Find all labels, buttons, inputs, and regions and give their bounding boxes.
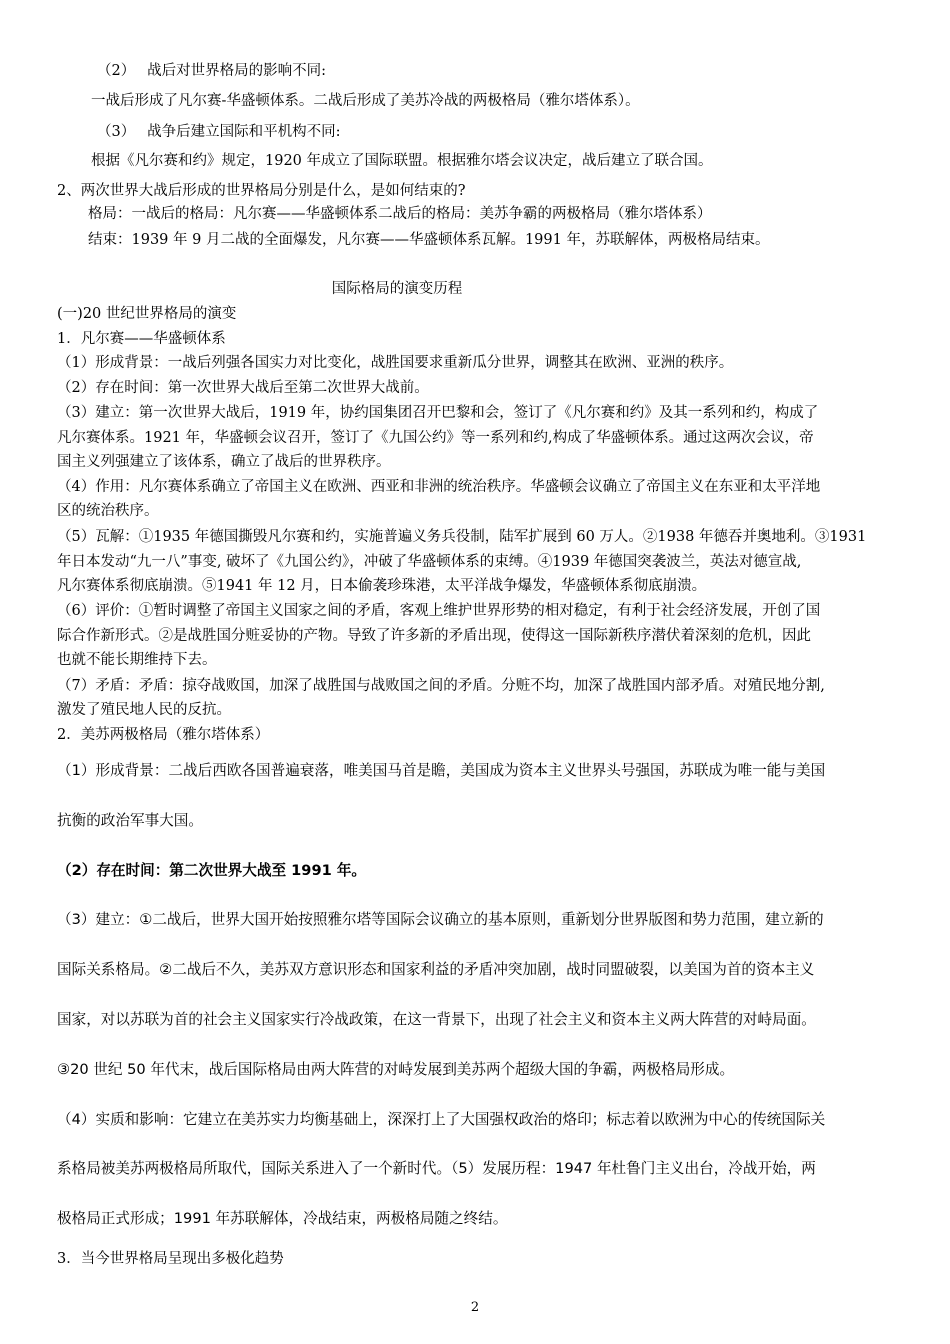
text-line: 也就不能长期维持下去。 [57,652,217,668]
text-line: 极格局正式形成；1991 年苏联解体，冷战结束，两极格局随之终结。 [57,1210,508,1227]
text-line: 凡尔赛体系彻底崩溃。⑤1941 年 12 月，日本偷袭珍珠港，太平洋战争爆发，华盛顿体系彻底崩溃。 [57,578,707,594]
text-line: （3）建立：第一次世界大战后，1919 年，协约国集团召开巴黎和会，签订了《凡尔赛和约》及其一系列和约，构成了 [57,405,819,421]
section-title: 国际格局的演变历程 [331,281,463,297]
text-line: 抗衡的政治军事大国。 [57,812,203,829]
text-line: （3） 战争后建立国际和平机构不同: [97,124,341,140]
text-line: 系格局被美苏两极格局所取代，国际关系进入了一个新时代。（5）发展历程：1947 年杜鲁门主义出台，冷战开始，两 [57,1160,816,1177]
text-line: （4）实质和影响：它建立在美苏实力均衡基础上，深深打上了大国强权政治的烙印；标志着以欧洲为中心的传统国际关 [57,1111,826,1128]
subsection-heading: 3．当今世界格局呈现出多极化趋势 [57,1251,284,1267]
text-line: （6）评价：①暂时调整了帝国主义国家之间的矛盾，客观上维护世界形势的相对稳定，有利于社会经济发展，开创了国 [57,603,821,619]
bold-text-line: （2）存在时间：第二次世界大战至 1991 年。 [57,862,367,879]
text-line: （3）建立：①二战后，世界大国开始按照雅尔塔等国际会议确立的基本原则，重新划分世界版图和势力范围，建立新的 [57,911,824,928]
text-line: （1）形成背景：一战后列强各国实力对比变化，战胜国要求重新瓜分世界，调整其在欧洲、亚洲的秩序。 [57,355,734,371]
text-line: 国主义列强建立了该体系，确立了战后的世界秩序。 [57,454,391,470]
subsection-heading: 2．美苏两极格局（雅尔塔体系） [57,727,270,743]
subsection-heading: 1．凡尔赛——华盛顿体系 [57,331,226,347]
text-line: （2） 战后对世界格局的影响不同: [97,63,326,79]
text-line: 格局：一战后的格局：凡尔赛——华盛顿体系二战后的格局：美苏争霸的两极格局（雅尔塔体系） [88,206,712,222]
text-line: 激发了殖民地人民的反抗。 [57,702,231,718]
text-line: 根据《凡尔赛和约》规定，1920 年成立了国际联盟。根据雅尔塔会议决定，战后建立了联合国。 [91,153,713,169]
text-line: 一战后形成了凡尔赛-华盛顿体系。二战后形成了美苏冷战的两极格局（雅尔塔体系）。 [91,93,640,109]
text-line: （1）形成背景：二战后西欧各国普遍衰落，唯美国马首是瞻，美国成为资本主义世界头号强国，苏联成为唯一能与美国 [57,762,826,779]
section-heading: (一)20 世纪世界格局的演变 [57,306,237,322]
text-line: （5）瓦解：①1935 年德国撕毁凡尔赛和约，实施普遍义务兵役制，陆军扩展到 60 万人。②1938 年德吞并奥地利。③1931 [57,529,867,545]
text-line: 国家，对以苏联为首的社会主义国家实行冷战政策，在这一背景下，出现了社会主义和资本主义两大阵营的对峙局面。 [57,1011,816,1028]
page-number: 2 [470,1300,480,1315]
text-line: ③20 世纪 50 年代末，战后国际格局由两大阵营的对峙发展到美苏两个超级大国的争霸，两极格局形成。 [57,1061,735,1078]
text-line: 结束：1939 年 9 月二战的全面爆发，凡尔赛——华盛顿体系瓦解。1991 年，苏联解体，两极格局结束。 [88,232,770,248]
text-line: （4）作用：凡尔赛体系确立了帝国主义在欧洲、西亚和非洲的统治秩序。华盛顿会议确立了帝国主义在东亚和太平洋地 [57,479,821,495]
text-line: 际合作新形式。②是战胜国分赃妥协的产物。导致了许多新的矛盾出现，使得这一国际新秩序潜伏着深刻的危机，因此 [57,628,811,644]
text-line: 凡尔赛体系。1921 年，华盛顿会议召开，签订了《九国公约》等一系列和约,构成了华盛顿体系。通过这两次会议，帝 [57,430,814,446]
text-line: 国际关系格局。②二战后不久，美苏双方意识形态和国家利益的矛盾冲突加剧，战时同盟破裂，以美国为首的资本主义 [57,961,815,978]
question-heading: 2、两次世界大战后形成的世界格局分别是什么，是如何结束的? [57,183,466,199]
text-line: （2）存在时间：第一次世界大战后至第二次世界大战前。 [57,380,429,396]
text-line: （7）矛盾：矛盾：掠夺战败国，加深了战胜国与战败国之间的矛盾。分赃不均，加深了战胜国内部矛盾。对殖民地分割, [57,678,825,694]
text-line: 年日本发动“九一八”事变, 破坏了《九国公约》，冲破了华盛顿体系的束缚。④1939 年德国突袭波兰，英法对德宣战, [57,554,802,570]
text-line: 区的统治秩序。 [57,503,159,519]
